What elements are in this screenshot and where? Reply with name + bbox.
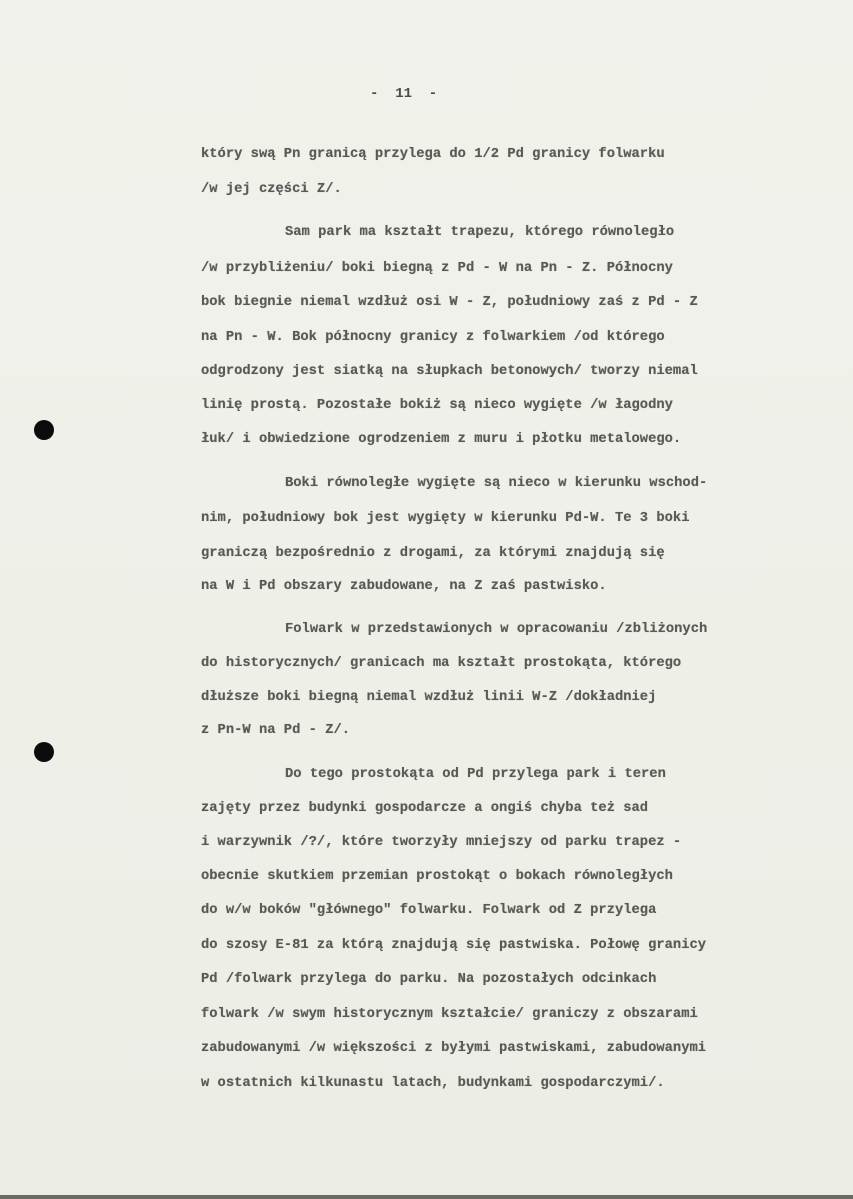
text-line: zajęty przez budynki gospodarcze a ongiś chyba też sad	[201, 801, 649, 816]
text-line: bok biegnie niemal wzdłuż osi W - Z, południowy zaś z Pd - Z	[201, 295, 698, 310]
text-line: Sam park ma kształt trapezu, którego równoległo	[285, 225, 675, 240]
text-line: odgrodzony jest siatką na słupkach betonowych/ tworzy niemal	[201, 364, 698, 379]
text-line: linię prostą. Pozostałe bokiż są nieco wygięte /w łagodny	[201, 398, 673, 413]
text-line: nim, południowy bok jest wygięty w kierunku Pd-W. Te 3 boki	[201, 511, 690, 526]
text-line: Folwark w przedstawionych w opracowaniu /zbliżonych	[285, 622, 708, 637]
text-line: Boki równoległe wygięte są nieco w kierunku wschod-	[285, 476, 708, 491]
text-line: Pd /folwark przylega do parku. Na pozostałych odcinkach	[201, 972, 657, 987]
text-line: i warzywnik /?/, które tworzyły mniejszy od parku trapez -	[201, 835, 682, 850]
punch-hole	[34, 420, 54, 440]
text-line: do szosy E-81 za którą znajdują się pastwiska. Połowę granicy	[201, 938, 707, 953]
text-line: Do tego prostokąta od Pd przylega park i teren	[285, 767, 666, 782]
text-line: /w przybliżeniu/ boki biegną z Pd - W na Pn - Z. Północny	[201, 261, 673, 276]
page-number: - 11 -	[370, 86, 438, 102]
page-edge	[0, 1195, 853, 1199]
text-line: do w/w boków "głównego" folwarku. Folwark od Z przylega	[201, 903, 657, 918]
text-line: który swą Pn granicą przylega do 1/2 Pd granicy folwarku	[201, 147, 665, 162]
text-line: obecnie skutkiem przemian prostokąt o bokach równoległych	[201, 869, 673, 884]
punch-hole	[34, 742, 54, 762]
text-line: w ostatnich kilkunastu latach, budynkami gospodarczymi/.	[201, 1076, 665, 1091]
text-line: do historycznych/ granicach ma kształt prostokąta, którego	[201, 656, 682, 671]
text-line: na W i Pd obszary zabudowane, na Z zaś pastwisko.	[201, 579, 607, 594]
text-line: na Pn - W. Bok północny granicy z folwarkiem /od którego	[201, 330, 665, 345]
text-line: graniczą bezpośrednio z drogami, za którymi znajdują się	[201, 546, 665, 561]
text-line: /w jej części Z/.	[201, 182, 342, 197]
text-line: folwark /w swym historycznym kształcie/ graniczy z obszarami	[201, 1007, 698, 1022]
text-line: zabudowanymi /w większości z byłymi pastwiskami, zabudowanymi	[201, 1041, 707, 1056]
text-line: łuk/ i obwiedzione ogrodzeniem z muru i płotku metalowego.	[201, 432, 682, 447]
text-line: dłuższe boki biegną niemal wzdłuż linii W-Z /dokładniej	[201, 690, 657, 705]
text-line: z Pn-W na Pd - Z/.	[201, 723, 351, 738]
